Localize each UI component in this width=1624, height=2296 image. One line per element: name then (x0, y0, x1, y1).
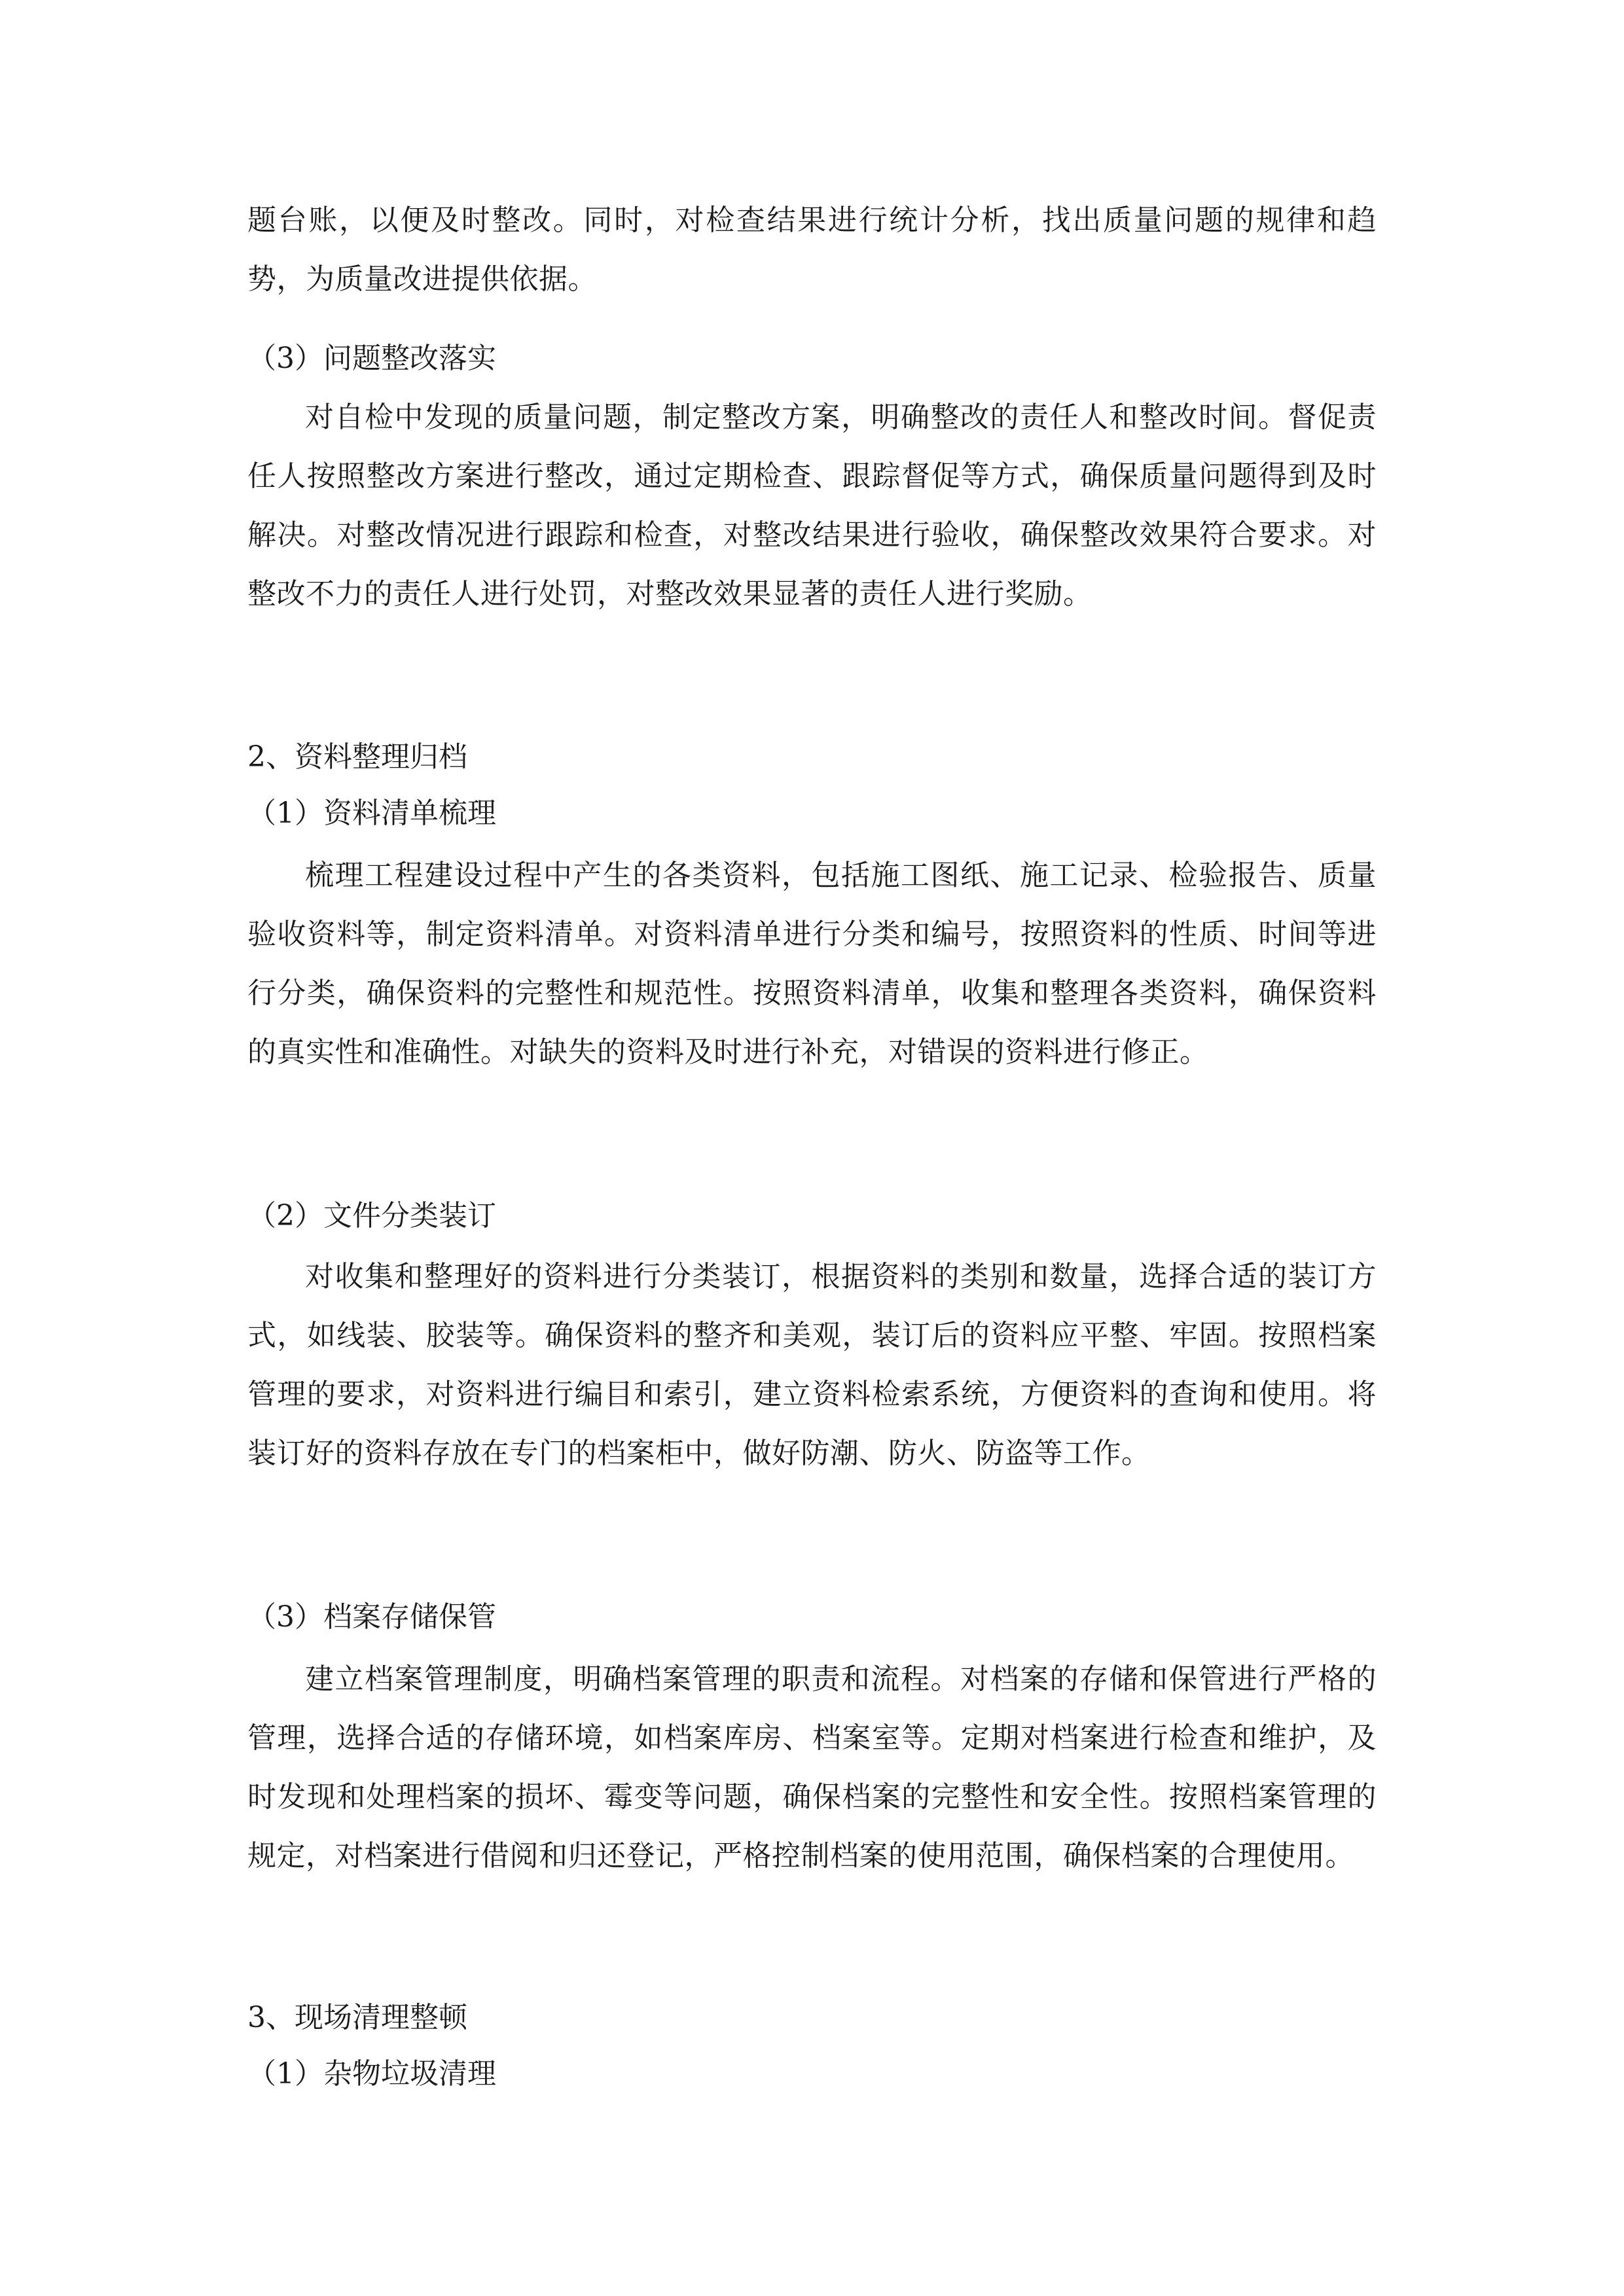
subheading-text: （2）文件分类装订 (247, 1199, 496, 1232)
paragraph-file-binding (247, 1247, 1377, 1483)
subheading-document-list (247, 794, 1377, 833)
paragraph-text: 对收集和整理好的资料进行分类装订，根据资料的类别和数量，选择合适的装订方式，如线装、胶装等。确保资料的整齐和美观，装订后的资料应平整、牢固。按照档案管理的要求，对资料进行编目和索引，建立资料检索系统，方便资料的查询和使用。将装订好的资料存放在专门的档案柜中，做好防潮、防火、防盗等工作。 (247, 1260, 1377, 1470)
subheading-debris-cleanup (247, 2054, 1377, 2094)
subheading-text: （1）杂物垃圾清理 (247, 2057, 496, 2090)
section-heading-text: 2、资料整理归档 (247, 740, 467, 774)
paragraph-document-list (247, 846, 1377, 1082)
section-heading-documentation (247, 738, 1377, 777)
paragraph-text: 建立档案管理制度，明确档案管理的职责和流程。对档案的存储和保管进行严格的管理，选择合适的存储环境，如档案库房、档案室等。定期对档案进行检查和维护，及时发现和处理档案的损坏、霉变等问题，确保档案的完整性和安全性。按照档案管理的规定，对档案进行借阅和归还登记，严格控制档案的使用范围，确保档案的合理使用。 (247, 1662, 1377, 1873)
subheading-text: （3）档案存储保管 (247, 1600, 496, 1634)
section-heading-site-cleanup (247, 1998, 1377, 2037)
paragraph-text: 梳理工程建设过程中产生的各类资料，包括施工图纸、施工记录、检验报告、质量验收资料等，制定资料清单。对资料清单进行分类和编号，按照资料的性质、时间等进行分类，确保资料的完整性和规范性。按照资料清单，收集和整理各类资料，确保资料的真实性和准确性。对缺失的资料及时进行补充，对错误的资料进行修正。 (247, 859, 1377, 1069)
subheading-archive-storage (247, 1598, 1377, 1637)
subheading-file-binding (247, 1196, 1377, 1236)
paragraph-text: 对自检中发现的质量问题，制定整改方案，明确整改的责任人和整改时间。督促责任人按照整改方案进行整改，通过定期检查、跟踪督促等方式，确保质量问题得到及时解决。对整改情况进行跟踪和检查，对整改结果进行验收，确保整改效果符合要求。对整改不力的责任人进行处罚，对整改效果显著的责任人进行奖励。 (247, 401, 1377, 611)
paragraph-archive-storage (247, 1650, 1377, 1886)
subheading-text: （1）资料清单梳理 (247, 797, 496, 830)
section-heading-text: 3、现场清理整顿 (247, 2001, 467, 2034)
paragraph-text: 题台账，以便及时整改。同时，对检查结果进行统计分析，找出质量问题的规律和趋势，为质量改进提供依据。 (247, 204, 1377, 296)
subheading-text: （3）问题整改落实 (247, 342, 496, 375)
paragraph-continued (247, 191, 1377, 309)
paragraph-problem-rectification (247, 388, 1377, 624)
subheading-problem-rectification (247, 339, 1377, 378)
